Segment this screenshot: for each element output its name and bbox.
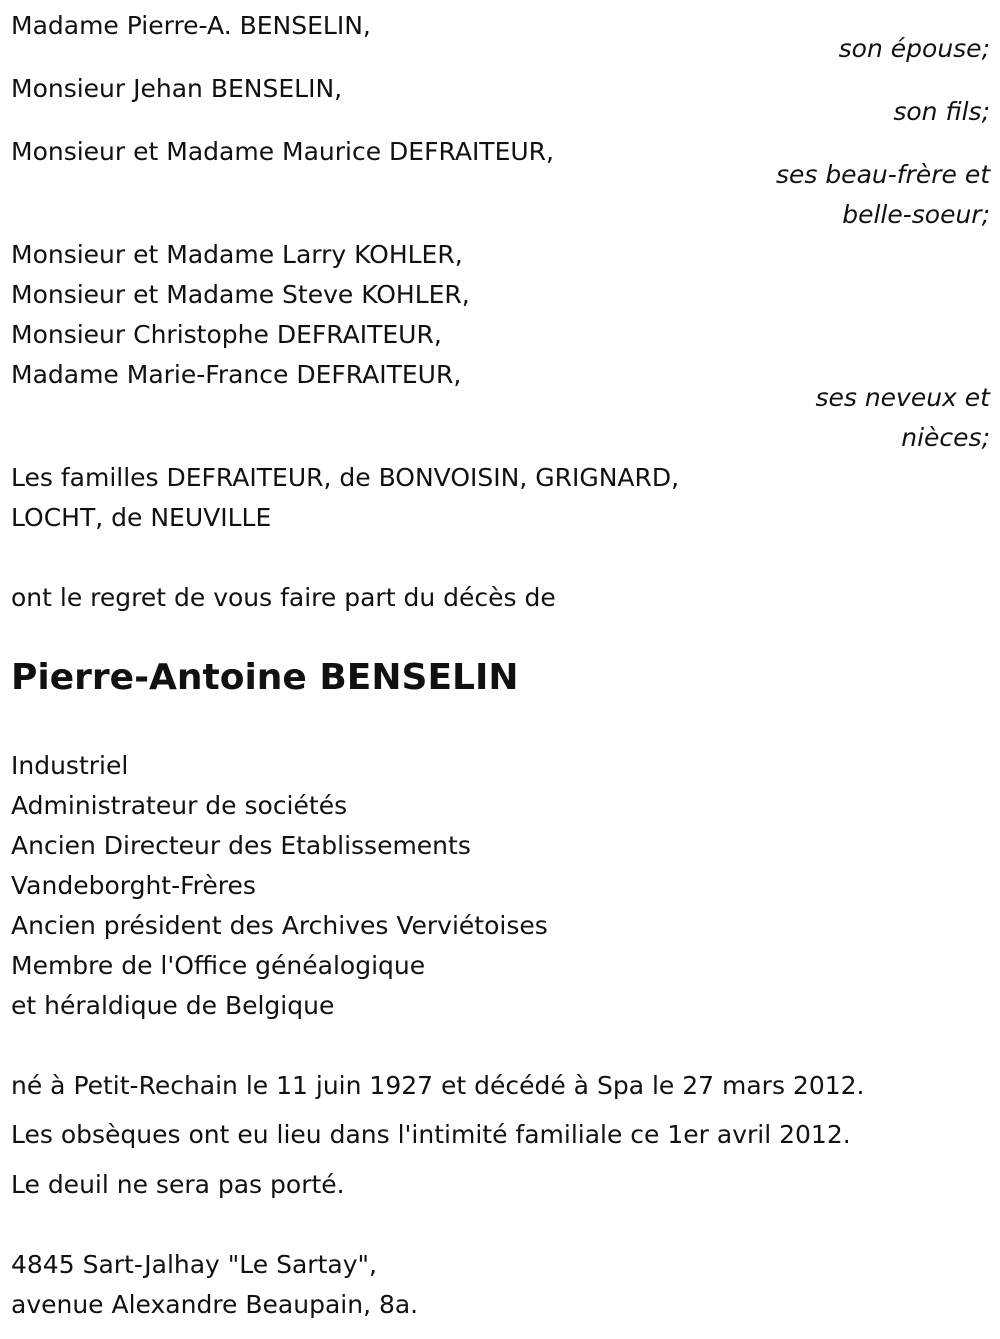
family-relation: son fils;	[893, 97, 990, 126]
family-relation: ses neveux et	[815, 383, 990, 412]
family-member-name: Madame Marie-France DEFRAITEUR,	[11, 360, 462, 389]
family-relation: ses beau-frère et	[775, 160, 990, 189]
title-line: Ancien Directeur des Etablissements	[11, 831, 471, 860]
family-member-name: Monsieur et Madame Larry KOHLER,	[11, 240, 463, 269]
families-list: LOCHT, de NEUVILLE	[11, 503, 272, 532]
families-list: Les familles DEFRAITEUR, de BONVOISIN, GRIGNARD,	[11, 463, 680, 492]
family-member-name: Monsieur et Madame Maurice DEFRAITEUR,	[11, 137, 554, 166]
mourning-text: Le deuil ne sera pas porté.	[11, 1170, 345, 1199]
deceased-name: Pierre-Antoine BENSELIN	[11, 657, 519, 698]
title-line: Ancien président des Archives Verviétoises	[11, 911, 548, 940]
address-line: 4845 Sart-Jalhay "Le Sartay",	[11, 1250, 377, 1279]
title-line: Vandeborght-Frères	[11, 871, 256, 900]
family-relation: son épouse;	[838, 34, 990, 63]
family-member-name: Monsieur Christophe DEFRAITEUR,	[11, 320, 442, 349]
title-line: Membre de l'Office généalogique	[11, 951, 426, 980]
family-relation: belle-soeur;	[842, 200, 990, 229]
funeral-text: Les obsèques ont eu lieu dans l'intimité familiale ce 1er avril 2012.	[11, 1120, 851, 1149]
address-line: avenue Alexandre Beaupain, 8a.	[11, 1290, 419, 1319]
family-member-name: Monsieur Jehan BENSELIN,	[11, 74, 343, 103]
family-member-name: Monsieur et Madame Steve KOHLER,	[11, 280, 470, 309]
family-relation: nièces;	[901, 423, 990, 452]
family-member-name: Madame Pierre-A. BENSELIN,	[11, 11, 371, 40]
announcement-text: ont le regret de vous faire part du décès de	[11, 583, 556, 612]
title-line: et héraldique de Belgique	[11, 991, 335, 1020]
birth-death-text: né à Petit-Rechain le 11 juin 1927 et décédé à Spa le 27 mars 2012.	[11, 1071, 865, 1100]
title-line: Industriel	[11, 751, 129, 780]
title-line: Administrateur de sociétés	[11, 791, 348, 820]
